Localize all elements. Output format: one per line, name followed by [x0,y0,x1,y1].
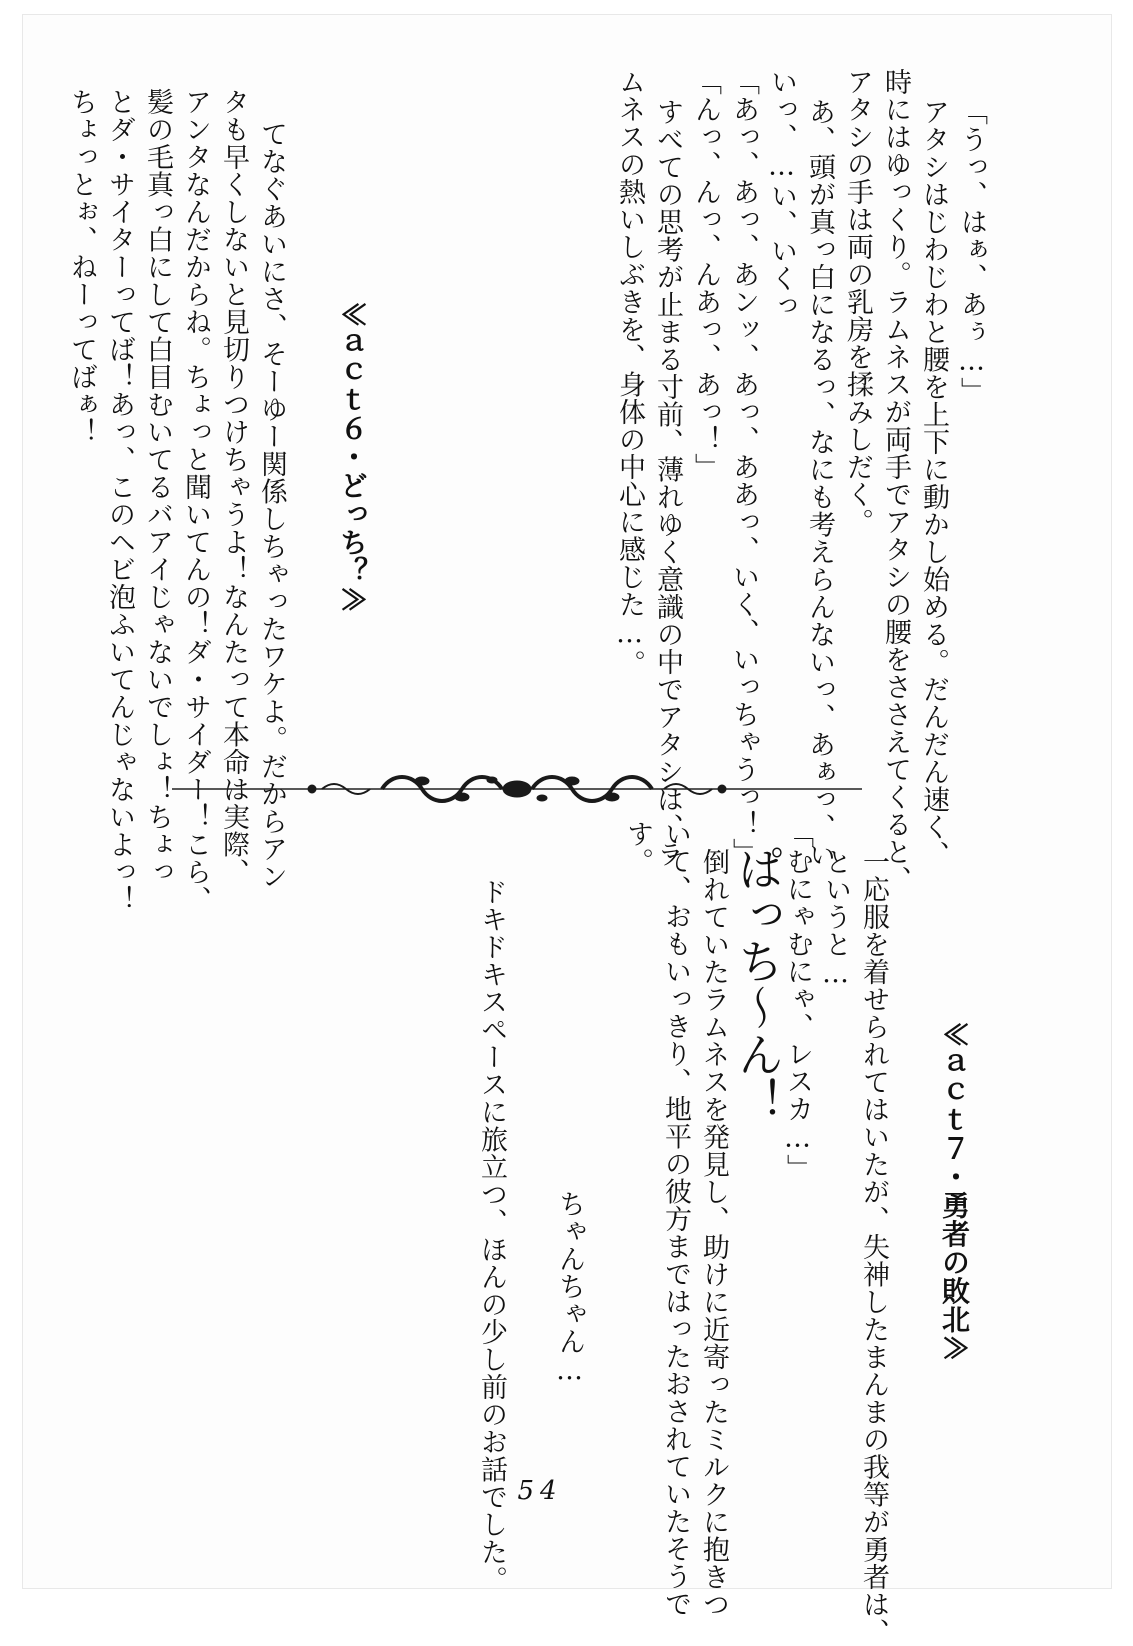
text-column: とダ・サイターってば！あっ、このヘビ泡ふいてんじゃないよっ！ [104,88,135,913]
text-column: ムネスの熱いしぶきを、身体の中心に感じた…。 [614,68,645,677]
text-column: アタシはじわじわと腰を上下に動かし始める。だんだん速く、 [918,98,949,868]
text-column: 「あっ、あっ、あンッ、あっ、ああっ、いく、いっちゃうっ！」 [728,68,759,866]
text-column: 「うっ、はぁ、あぅ…」 [956,98,987,405]
act7-heading: ≪ａｃｔ７・勇者の敗北≫ [938,1020,971,1362]
ornamental-divider [172,772,862,808]
text-column: 「んっ、んっ、んあっ、あっ！」 [690,68,721,481]
text-column: ドキドキスペースに旅立つ、ほんの少し前のお話でした。 [476,878,507,1593]
text-column: す。 [622,820,653,875]
text-column: あ、頭が真っ白になるっ、なにも考えらんないっ、あぁっ、い [804,98,835,868]
text-column: 一応服を着せられてはいたが、失神したまんまの我等が勇者は、 [858,848,889,1646]
text-column: タも早くしないと見切りつけちゃうよ！なんたって本命は実際、 [218,88,249,886]
text-column: アタシの手は両の乳房を揉みしだく。 [842,68,873,536]
act6-heading: ≪ａｃｔ６・どっち？≫ [336,300,369,614]
text-column: ちょっとぉ、ねーってばぁ！ [66,88,97,446]
text-column: というと… [820,848,851,990]
text-column: 時にはゆっくり。ラムネスが両手でアタシの腰をささえてくると、 [880,68,911,893]
text-column: ちゃんちゃん… [554,1190,585,1387]
text-column: 髪の毛真っ白にして白目むいてるバアイじゃないでしょ！ちょっ [142,88,173,886]
text-column: 「むにゃむにゃ、レスカ…」 [782,820,813,1182]
text-column: アンタなんだからね。ちょっと聞いてんの！ダ・サイダー！こら、 [180,88,211,913]
text-column: すべての思考が止まる寸前、薄れゆく意識の中でアタシは、ラ [652,98,683,868]
text-column: いて、おもいっきり、地平の彼方まではったおされていたそうで [660,820,691,1618]
text-column: いっ、…い、いくっ [766,68,797,320]
text-column: てなぐあいにさ、そーゆー関係しちゃったワケよ。だからアン [256,120,287,890]
page-number: 54 [517,1476,563,1506]
text-column: 倒れていたラムネスを発見し、助けに近寄ったミルクに抱きつ [698,848,729,1618]
sound-effect: ぱっち〜ん！ [731,845,785,1124]
